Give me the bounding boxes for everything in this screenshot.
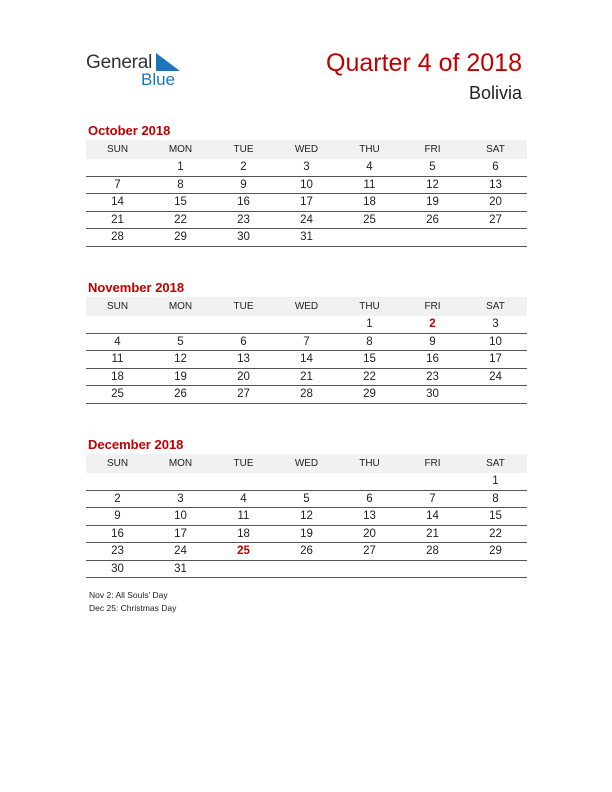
day-cell: 12 [149, 351, 212, 369]
calendar-grid [86, 140, 527, 247]
empty-day-cell [212, 473, 275, 490]
day-cell: 4 [86, 333, 149, 351]
day-cell: 2 [86, 490, 149, 508]
week-row [86, 229, 527, 247]
weekday-header: THU [338, 297, 401, 316]
day-cell: 10 [275, 176, 338, 194]
day-cell: 8 [149, 176, 212, 194]
week-row [86, 386, 527, 404]
day-cell: 29 [149, 229, 212, 247]
day-cell: 10 [149, 508, 212, 526]
weekday-header: THU [338, 454, 401, 473]
day-cell: 7 [86, 176, 149, 194]
empty-day-cell [86, 473, 149, 490]
weekday-header: SAT [464, 297, 527, 316]
day-cell: 28 [401, 543, 464, 561]
day-cell: 1 [464, 473, 527, 490]
day-cell: 31 [149, 560, 212, 578]
weekday-header: TUE [212, 454, 275, 473]
week-row [86, 490, 527, 508]
day-cell: 3 [275, 159, 338, 176]
week-row [86, 560, 527, 578]
logo [86, 50, 216, 90]
country-name: Bolivia [468, 83, 522, 103]
day-cell: 30 [86, 560, 149, 578]
empty-day-cell [464, 229, 527, 247]
day-cell: 26 [275, 543, 338, 561]
empty-day-cell [149, 473, 212, 490]
weekday-header: SAT [464, 454, 527, 473]
week-row [86, 194, 527, 212]
day-cell: 4 [338, 159, 401, 176]
empty-day-cell [275, 316, 338, 333]
week-row [86, 543, 527, 561]
empty-day-cell [275, 560, 338, 578]
day-cell: 4 [212, 490, 275, 508]
day-cell: 27 [338, 543, 401, 561]
empty-day-cell [401, 229, 464, 247]
day-cell: 20 [338, 525, 401, 543]
empty-day-cell [338, 229, 401, 247]
weekday-header: WED [275, 297, 338, 316]
day-cell: 16 [212, 194, 275, 212]
holiday-notes [89, 589, 176, 615]
weekday-header: SUN [86, 297, 149, 316]
weekday-header: FRI [401, 140, 464, 159]
day-cell: 1 [338, 316, 401, 333]
day-cell: 29 [338, 386, 401, 404]
day-cell: 5 [149, 333, 212, 351]
empty-day-cell [401, 560, 464, 578]
day-cell: 7 [401, 490, 464, 508]
day-cell: 26 [149, 386, 212, 404]
month-title: October 2018 [88, 123, 171, 138]
day-cell: 25 [86, 386, 149, 404]
empty-day-cell [149, 316, 212, 333]
empty-day-cell [212, 316, 275, 333]
day-cell: 17 [149, 525, 212, 543]
day-cell: 10 [464, 333, 527, 351]
weekday-header: WED [275, 454, 338, 473]
day-cell: 16 [86, 525, 149, 543]
day-cell: 13 [338, 508, 401, 526]
day-cell: 6 [464, 159, 527, 176]
day-cell: 27 [212, 386, 275, 404]
day-cell: 28 [86, 229, 149, 247]
week-row [86, 473, 527, 490]
day-cell: 24 [275, 211, 338, 229]
day-cell: 1 [149, 159, 212, 176]
empty-day-cell [401, 473, 464, 490]
week-row [86, 368, 527, 386]
calendar-grid [86, 297, 527, 404]
day-cell: 3 [149, 490, 212, 508]
weekday-header: FRI [401, 297, 464, 316]
day-cell: 29 [464, 543, 527, 561]
empty-day-cell [212, 560, 275, 578]
weekday-header: TUE [212, 140, 275, 159]
day-cell: 2 [212, 159, 275, 176]
day-cell: 8 [464, 490, 527, 508]
day-cell: 21 [401, 525, 464, 543]
day-cell: 14 [275, 351, 338, 369]
month-title: December 2018 [88, 437, 184, 452]
day-cell: 23 [212, 211, 275, 229]
week-row [86, 333, 527, 351]
weekday-header: TUE [212, 297, 275, 316]
week-row [86, 211, 527, 229]
day-cell: 17 [464, 351, 527, 369]
day-cell: 23 [86, 543, 149, 561]
day-cell: 6 [338, 490, 401, 508]
week-row [86, 508, 527, 526]
day-cell: 22 [149, 211, 212, 229]
day-cell: 12 [275, 508, 338, 526]
day-cell: 8 [338, 333, 401, 351]
day-cell: 18 [212, 525, 275, 543]
holiday-note: Nov 2: All Souls’ Day [89, 590, 168, 600]
day-cell: 5 [401, 159, 464, 176]
day-cell: 17 [275, 194, 338, 212]
page-title: Quarter 4 of 2018 [326, 49, 522, 77]
day-cell: 26 [401, 211, 464, 229]
day-cell: 19 [149, 368, 212, 386]
week-row [86, 176, 527, 194]
month-october [86, 122, 527, 247]
week-row [86, 525, 527, 543]
day-cell: 25 [212, 543, 275, 561]
day-cell: 12 [401, 176, 464, 194]
day-cell: 25 [338, 211, 401, 229]
weekday-header: SUN [86, 140, 149, 159]
empty-day-cell [86, 159, 149, 176]
day-cell: 2 [401, 316, 464, 333]
day-cell: 15 [338, 351, 401, 369]
day-cell: 18 [86, 368, 149, 386]
empty-day-cell [464, 386, 527, 404]
weekday-header: MON [149, 297, 212, 316]
calendar-grid [86, 454, 527, 578]
day-cell: 9 [212, 176, 275, 194]
day-cell: 15 [464, 508, 527, 526]
day-cell: 20 [212, 368, 275, 386]
day-cell: 18 [338, 194, 401, 212]
day-cell: 19 [401, 194, 464, 212]
empty-day-cell [338, 560, 401, 578]
day-cell: 5 [275, 490, 338, 508]
day-cell: 9 [401, 333, 464, 351]
day-cell: 19 [275, 525, 338, 543]
day-cell: 22 [338, 368, 401, 386]
day-cell: 14 [86, 194, 149, 212]
holiday-note: Dec 25: Christmas Day [89, 603, 177, 613]
empty-day-cell [338, 473, 401, 490]
day-cell: 31 [275, 229, 338, 247]
weekday-header: FRI [401, 454, 464, 473]
weekday-header: WED [275, 140, 338, 159]
day-cell: 28 [275, 386, 338, 404]
day-cell: 30 [401, 386, 464, 404]
day-cell: 24 [149, 543, 212, 561]
day-cell: 30 [212, 229, 275, 247]
day-cell: 13 [212, 351, 275, 369]
empty-day-cell [86, 316, 149, 333]
weekday-header: MON [149, 454, 212, 473]
weekday-header: SAT [464, 140, 527, 159]
day-cell: 16 [401, 351, 464, 369]
day-cell: 11 [212, 508, 275, 526]
day-cell: 6 [212, 333, 275, 351]
empty-day-cell [275, 473, 338, 490]
weekday-header: MON [149, 140, 212, 159]
weekday-header: THU [338, 140, 401, 159]
day-cell: 21 [86, 211, 149, 229]
day-cell: 27 [464, 211, 527, 229]
month-december [86, 436, 527, 578]
day-cell: 23 [401, 368, 464, 386]
day-cell: 3 [464, 316, 527, 333]
weekday-header: SUN [86, 454, 149, 473]
empty-day-cell [464, 560, 527, 578]
day-cell: 22 [464, 525, 527, 543]
day-cell: 13 [464, 176, 527, 194]
logo-general-text: General [86, 52, 153, 73]
day-cell: 21 [275, 368, 338, 386]
week-row [86, 159, 527, 176]
day-cell: 20 [464, 194, 527, 212]
week-row [86, 316, 527, 333]
day-cell: 24 [464, 368, 527, 386]
day-cell: 7 [275, 333, 338, 351]
month-title: November 2018 [88, 280, 185, 295]
logo-blue-text: Blue [141, 70, 176, 89]
day-cell: 11 [86, 351, 149, 369]
day-cell: 9 [86, 508, 149, 526]
week-row [86, 351, 527, 369]
day-cell: 15 [149, 194, 212, 212]
month-november [86, 279, 527, 404]
logo-triangle-icon [156, 53, 180, 71]
day-cell: 11 [338, 176, 401, 194]
day-cell: 14 [401, 508, 464, 526]
